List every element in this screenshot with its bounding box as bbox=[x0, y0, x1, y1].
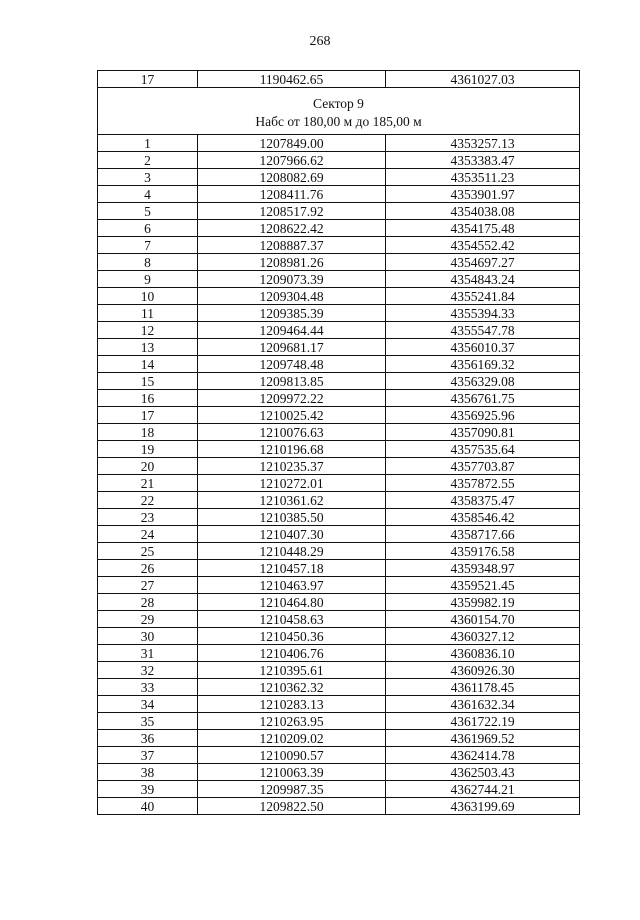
y-coordinate-cell: 4355547.78 bbox=[386, 322, 580, 339]
x-coordinate-cell: 1209304.48 bbox=[198, 288, 386, 305]
y-coordinate-cell: 4358717.66 bbox=[386, 526, 580, 543]
table-row bbox=[98, 424, 580, 441]
table-row bbox=[98, 577, 580, 594]
x-coordinate-cell: 1208622.42 bbox=[198, 220, 386, 237]
point-number-cell: 34 bbox=[98, 696, 198, 713]
table-row bbox=[98, 203, 580, 220]
x-coordinate-cell: 1209748.48 bbox=[198, 356, 386, 373]
y-coordinate-cell: 4354038.08 bbox=[386, 203, 580, 220]
sector-height-range: Набс от 180,00 м до 185,00 м bbox=[255, 113, 422, 129]
y-coordinate-cell: 4353901.97 bbox=[386, 186, 580, 203]
y-coordinate-cell: 4361722.19 bbox=[386, 713, 580, 730]
point-number-cell: 30 bbox=[98, 628, 198, 645]
point-number-cell: 8 bbox=[98, 254, 198, 271]
table-row bbox=[98, 390, 580, 407]
table-row bbox=[98, 186, 580, 203]
x-coordinate-cell: 1208517.92 bbox=[198, 203, 386, 220]
table-row bbox=[98, 662, 580, 679]
x-coordinate-cell: 1209464.44 bbox=[198, 322, 386, 339]
y-coordinate-cell: 4354697.27 bbox=[386, 254, 580, 271]
y-coordinate-cell: 4362744.21 bbox=[386, 781, 580, 798]
table-row bbox=[98, 713, 580, 730]
point-number-cell: 18 bbox=[98, 424, 198, 441]
x-coordinate-cell: 1209073.39 bbox=[198, 271, 386, 288]
table-row bbox=[98, 271, 580, 288]
y-coordinate-cell: 4355241.84 bbox=[386, 288, 580, 305]
point-number-cell: 37 bbox=[98, 747, 198, 764]
sector-header-cell bbox=[98, 88, 580, 135]
point-number-cell: 25 bbox=[98, 543, 198, 560]
y-coordinate-cell: 4360327.12 bbox=[386, 628, 580, 645]
y-coordinate-cell: 4356010.37 bbox=[386, 339, 580, 356]
table-row bbox=[98, 560, 580, 577]
point-number-cell: 36 bbox=[98, 730, 198, 747]
table-row bbox=[98, 322, 580, 339]
point-number-cell: 16 bbox=[98, 390, 198, 407]
sector-title: Сектор 9 bbox=[313, 95, 364, 111]
table-row bbox=[98, 509, 580, 526]
table-row bbox=[98, 747, 580, 764]
point-number-cell: 10 bbox=[98, 288, 198, 305]
y-coordinate-cell: 4353257.13 bbox=[386, 135, 580, 152]
table-row bbox=[98, 543, 580, 560]
x-coordinate-cell: 1209813.85 bbox=[198, 373, 386, 390]
point-number-cell: 5 bbox=[98, 203, 198, 220]
point-number-cell: 40 bbox=[98, 798, 198, 815]
y-coordinate-cell: 4362414.78 bbox=[386, 747, 580, 764]
table-row bbox=[98, 611, 580, 628]
y-coordinate-cell: 4357090.81 bbox=[386, 424, 580, 441]
y-coordinate-cell: 4353383.47 bbox=[386, 152, 580, 169]
y-coordinate-cell: 4354843.24 bbox=[386, 271, 580, 288]
table-row bbox=[98, 71, 580, 88]
x-coordinate-cell: 1207966.62 bbox=[198, 152, 386, 169]
table-row bbox=[98, 288, 580, 305]
table-row bbox=[98, 679, 580, 696]
x-coordinate-cell: 1210025.42 bbox=[198, 407, 386, 424]
point-number-cell: 33 bbox=[98, 679, 198, 696]
x-coordinate-cell: 1210272.01 bbox=[198, 475, 386, 492]
y-coordinate-cell: 4356329.08 bbox=[386, 373, 580, 390]
table-row bbox=[98, 798, 580, 815]
y-coordinate-cell: 4357872.55 bbox=[386, 475, 580, 492]
table-row bbox=[98, 254, 580, 271]
x-coordinate-cell: 1208981.26 bbox=[198, 254, 386, 271]
table-row bbox=[98, 305, 580, 322]
y-coordinate-cell: 4357535.64 bbox=[386, 441, 580, 458]
x-coordinate-cell: 1209987.35 bbox=[198, 781, 386, 798]
point-number-cell: 17 bbox=[98, 71, 198, 88]
table-row bbox=[98, 645, 580, 662]
x-coordinate-cell: 1208411.76 bbox=[198, 186, 386, 203]
table-row bbox=[98, 628, 580, 645]
coordinates-table-body bbox=[98, 71, 580, 815]
x-coordinate-cell: 1209385.39 bbox=[198, 305, 386, 322]
x-coordinate-cell: 1210235.37 bbox=[198, 458, 386, 475]
x-coordinate-cell: 1210406.76 bbox=[198, 645, 386, 662]
x-coordinate-cell: 1209822.50 bbox=[198, 798, 386, 815]
y-coordinate-cell: 4358375.47 bbox=[386, 492, 580, 509]
y-coordinate-cell: 4360926.30 bbox=[386, 662, 580, 679]
point-number-cell: 23 bbox=[98, 509, 198, 526]
y-coordinate-cell: 4356761.75 bbox=[386, 390, 580, 407]
x-coordinate-cell: 1210209.02 bbox=[198, 730, 386, 747]
y-coordinate-cell: 4361027.03 bbox=[386, 71, 580, 88]
y-coordinate-cell: 4359348.97 bbox=[386, 560, 580, 577]
y-coordinate-cell: 4354175.48 bbox=[386, 220, 580, 237]
y-coordinate-cell: 4357703.87 bbox=[386, 458, 580, 475]
x-coordinate-cell: 1209972.22 bbox=[198, 390, 386, 407]
table-row bbox=[98, 407, 580, 424]
point-number-cell: 14 bbox=[98, 356, 198, 373]
x-coordinate-cell: 1210076.63 bbox=[198, 424, 386, 441]
point-number-cell: 27 bbox=[98, 577, 198, 594]
sector-header-row bbox=[98, 88, 580, 135]
x-coordinate-cell: 1210463.97 bbox=[198, 577, 386, 594]
point-number-cell: 24 bbox=[98, 526, 198, 543]
y-coordinate-cell: 4359176.58 bbox=[386, 543, 580, 560]
table-row bbox=[98, 475, 580, 492]
point-number-cell: 1 bbox=[98, 135, 198, 152]
point-number-cell: 6 bbox=[98, 220, 198, 237]
table-row bbox=[98, 373, 580, 390]
x-coordinate-cell: 1210464.80 bbox=[198, 594, 386, 611]
page-number: 268 bbox=[309, 34, 331, 49]
table-row bbox=[98, 764, 580, 781]
x-coordinate-cell: 1210407.30 bbox=[198, 526, 386, 543]
point-number-cell: 29 bbox=[98, 611, 198, 628]
point-number-cell: 9 bbox=[98, 271, 198, 288]
point-number-cell: 15 bbox=[98, 373, 198, 390]
x-coordinate-cell: 1210362.32 bbox=[198, 679, 386, 696]
table-row bbox=[98, 781, 580, 798]
table-row bbox=[98, 135, 580, 152]
table-row bbox=[98, 339, 580, 356]
point-number-cell: 19 bbox=[98, 441, 198, 458]
point-number-cell: 7 bbox=[98, 237, 198, 254]
point-number-cell: 31 bbox=[98, 645, 198, 662]
y-coordinate-cell: 4361969.52 bbox=[386, 730, 580, 747]
point-number-cell: 38 bbox=[98, 764, 198, 781]
x-coordinate-cell: 1210263.95 bbox=[198, 713, 386, 730]
x-coordinate-cell: 1209681.17 bbox=[198, 339, 386, 356]
y-coordinate-cell: 4361632.34 bbox=[386, 696, 580, 713]
y-coordinate-cell: 4356925.96 bbox=[386, 407, 580, 424]
table-row bbox=[98, 696, 580, 713]
x-coordinate-cell: 1210448.29 bbox=[198, 543, 386, 560]
y-coordinate-cell: 4355394.33 bbox=[386, 305, 580, 322]
table-row bbox=[98, 220, 580, 237]
table-row bbox=[98, 730, 580, 747]
x-coordinate-cell: 1210450.36 bbox=[198, 628, 386, 645]
x-coordinate-cell: 1208887.37 bbox=[198, 237, 386, 254]
table-row bbox=[98, 237, 580, 254]
table-row bbox=[98, 594, 580, 611]
point-number-cell: 17 bbox=[98, 407, 198, 424]
y-coordinate-cell: 4358546.42 bbox=[386, 509, 580, 526]
coordinates-table bbox=[97, 70, 580, 815]
table-row bbox=[98, 441, 580, 458]
point-number-cell: 12 bbox=[98, 322, 198, 339]
y-coordinate-cell: 4360154.70 bbox=[386, 611, 580, 628]
y-coordinate-cell: 4353511.23 bbox=[386, 169, 580, 186]
x-coordinate-cell: 1207849.00 bbox=[198, 135, 386, 152]
y-coordinate-cell: 4361178.45 bbox=[386, 679, 580, 696]
x-coordinate-cell: 1210090.57 bbox=[198, 747, 386, 764]
x-coordinate-cell: 1210385.50 bbox=[198, 509, 386, 526]
y-coordinate-cell: 4359521.45 bbox=[386, 577, 580, 594]
x-coordinate-cell: 1210395.61 bbox=[198, 662, 386, 679]
x-coordinate-cell: 1210196.68 bbox=[198, 441, 386, 458]
point-number-cell: 2 bbox=[98, 152, 198, 169]
point-number-cell: 28 bbox=[98, 594, 198, 611]
point-number-cell: 13 bbox=[98, 339, 198, 356]
table-row bbox=[98, 458, 580, 475]
point-number-cell: 11 bbox=[98, 305, 198, 322]
table-row bbox=[98, 526, 580, 543]
table-row bbox=[98, 152, 580, 169]
x-coordinate-cell: 1208082.69 bbox=[198, 169, 386, 186]
table-row bbox=[98, 492, 580, 509]
point-number-cell: 4 bbox=[98, 186, 198, 203]
x-coordinate-cell: 1210361.62 bbox=[198, 492, 386, 509]
x-coordinate-cell: 1210063.39 bbox=[198, 764, 386, 781]
point-number-cell: 21 bbox=[98, 475, 198, 492]
point-number-cell: 39 bbox=[98, 781, 198, 798]
y-coordinate-cell: 4359982.19 bbox=[386, 594, 580, 611]
y-coordinate-cell: 4362503.43 bbox=[386, 764, 580, 781]
point-number-cell: 32 bbox=[98, 662, 198, 679]
y-coordinate-cell: 4360836.10 bbox=[386, 645, 580, 662]
x-coordinate-cell: 1190462.65 bbox=[198, 71, 386, 88]
point-number-cell: 22 bbox=[98, 492, 198, 509]
x-coordinate-cell: 1210458.63 bbox=[198, 611, 386, 628]
y-coordinate-cell: 4356169.32 bbox=[386, 356, 580, 373]
table-row bbox=[98, 356, 580, 373]
y-coordinate-cell: 4363199.69 bbox=[386, 798, 580, 815]
table-row bbox=[98, 169, 580, 186]
y-coordinate-cell: 4354552.42 bbox=[386, 237, 580, 254]
point-number-cell: 26 bbox=[98, 560, 198, 577]
point-number-cell: 3 bbox=[98, 169, 198, 186]
x-coordinate-cell: 1210457.18 bbox=[198, 560, 386, 577]
point-number-cell: 35 bbox=[98, 713, 198, 730]
x-coordinate-cell: 1210283.13 bbox=[198, 696, 386, 713]
point-number-cell: 20 bbox=[98, 458, 198, 475]
